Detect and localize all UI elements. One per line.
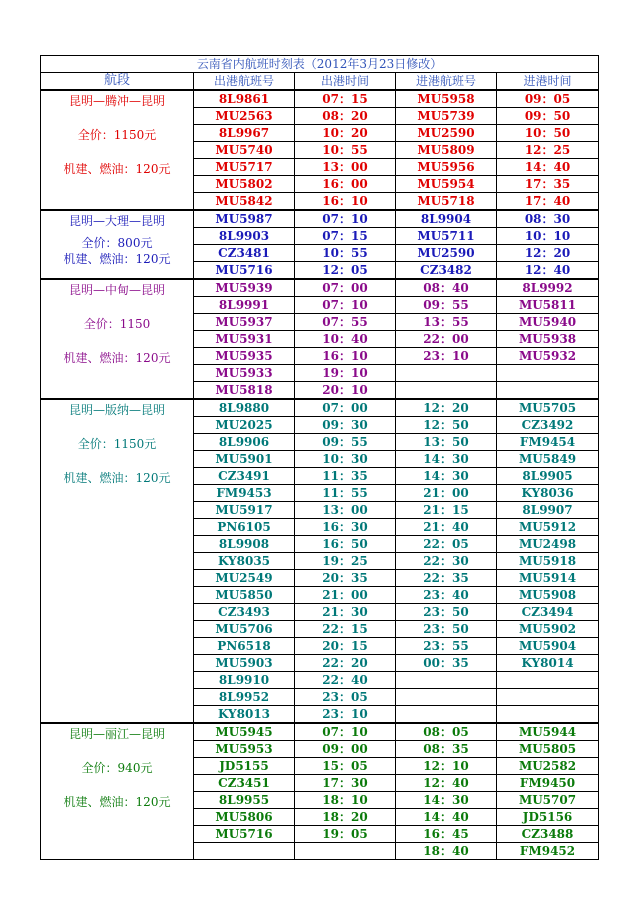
route-cell <box>41 399 194 723</box>
arrival-col-3-cell: 12：50 <box>396 417 497 434</box>
arrival-col-3-cell: MU5809 <box>396 142 497 159</box>
departure-time-cell: 22：40 <box>295 672 396 689</box>
arrival-col-3-cell <box>396 365 497 382</box>
departure-flight-cell: 8L9906 <box>194 434 295 451</box>
arrival-col-3-cell: MU5958 <box>396 90 497 108</box>
arrival-col-4-cell <box>497 382 599 400</box>
departure-flight-cell: MU5917 <box>194 502 295 519</box>
route-name: 昆明—大理—昆明 <box>68 214 165 228</box>
arrival-col-4-cell: 08：30 <box>497 210 599 228</box>
departure-time-cell: 07：10 <box>295 297 396 314</box>
arrival-col-4-cell: 09：50 <box>497 108 599 125</box>
arrival-col-4-cell: 12：20 <box>497 245 599 262</box>
flight-schedule-table <box>40 55 599 860</box>
departure-time-cell: 11：55 <box>295 485 396 502</box>
arrival-col-4-cell: MU2498 <box>497 536 599 553</box>
departure-time-cell: 09：55 <box>295 434 396 451</box>
route-name: 昆明—版纳—昆明 <box>68 403 165 417</box>
arrival-col-4-cell: KY8036 <box>497 485 599 502</box>
arrival-col-3-cell: 09：55 <box>396 297 497 314</box>
departure-flight-cell: CZ3491 <box>194 468 295 485</box>
arrival-col-4-cell: MU5940 <box>497 314 599 331</box>
departure-flight-cell: MU5706 <box>194 621 295 638</box>
departure-flight-cell: PN6105 <box>194 519 295 536</box>
arrival-col-3-cell: 22：05 <box>396 536 497 553</box>
arrival-col-4-cell: FM9450 <box>497 775 599 792</box>
departure-time-cell: 09：30 <box>295 417 396 434</box>
header-segment: 航段 <box>41 73 194 91</box>
departure-flight-cell: 8L9908 <box>194 536 295 553</box>
departure-flight-cell: JD5155 <box>194 758 295 775</box>
departure-time-cell: 19：05 <box>295 826 396 843</box>
arrival-col-4-cell: MU5938 <box>497 331 599 348</box>
route-price: 全价：940元 <box>81 761 153 775</box>
departure-flight-cell: 8L9861 <box>194 90 295 108</box>
arrival-col-3-cell: 21：00 <box>396 485 497 502</box>
arrival-col-3-cell: 22：00 <box>396 331 497 348</box>
departure-time-cell: 16：50 <box>295 536 396 553</box>
arrival-col-4-cell: 8L9905 <box>497 468 599 485</box>
departure-time-cell: 08：20 <box>295 108 396 125</box>
departure-flight-cell: 8L9903 <box>194 228 295 245</box>
arrival-col-3-cell: 14：30 <box>396 451 497 468</box>
departure-time-cell: 13：00 <box>295 159 396 176</box>
route-name: 昆明—中甸—昆明 <box>68 283 165 297</box>
departure-time-cell: 07：00 <box>295 399 396 417</box>
departure-time-cell: 23：05 <box>295 689 396 706</box>
departure-flight-cell: 8L9910 <box>194 672 295 689</box>
departure-time-cell: 11：35 <box>295 468 396 485</box>
table-row <box>41 723 599 741</box>
arrival-col-3-cell: 08：05 <box>396 723 497 741</box>
route-cell <box>41 279 194 399</box>
arrival-col-3-cell <box>396 382 497 400</box>
departure-time-cell: 10：20 <box>295 125 396 142</box>
departure-time-cell: 23：10 <box>295 706 396 724</box>
arrival-col-3-cell: MU5718 <box>396 193 497 211</box>
arrival-col-3-cell: 23：55 <box>396 638 497 655</box>
departure-flight-cell: CZ3481 <box>194 245 295 262</box>
header-row <box>41 73 599 91</box>
arrival-col-3-cell: 12：10 <box>396 758 497 775</box>
arrival-col-4-cell: 09：05 <box>497 90 599 108</box>
route-fees: 机建、燃油：120元 <box>63 795 171 809</box>
departure-time-cell: 07：55 <box>295 314 396 331</box>
route-fees: 机建、燃油：120元 <box>63 252 171 266</box>
arrival-col-4-cell <box>497 365 599 382</box>
arrival-col-4-cell: 17：40 <box>497 193 599 211</box>
route-price: 全价：1150元 <box>77 128 157 142</box>
arrival-col-3-cell: 12：40 <box>396 775 497 792</box>
departure-time-cell: 10：55 <box>295 245 396 262</box>
arrival-col-4-cell: CZ3494 <box>497 604 599 621</box>
departure-flight-cell: MU5716 <box>194 826 295 843</box>
departure-time-cell: 22：15 <box>295 621 396 638</box>
route-name: 昆明—腾冲—昆明 <box>68 94 165 108</box>
arrival-col-3-cell: 23：50 <box>396 621 497 638</box>
table-row <box>41 399 599 417</box>
route-fees: 机建、燃油：120元 <box>63 471 171 485</box>
departure-time-cell: 17：30 <box>295 775 396 792</box>
departure-flight-cell: MU5806 <box>194 809 295 826</box>
departure-time-cell: 16：10 <box>295 348 396 365</box>
arrival-col-4-cell: MU5918 <box>497 553 599 570</box>
departure-flight-cell: MU5933 <box>194 365 295 382</box>
route-fees: 机建、燃油：120元 <box>63 162 171 176</box>
departure-time-cell: 16：00 <box>295 176 396 193</box>
arrival-col-3-cell: 00：35 <box>396 655 497 672</box>
departure-time-cell: 12：05 <box>295 262 396 280</box>
departure-flight-cell: MU5935 <box>194 348 295 365</box>
departure-flight-cell: MU5818 <box>194 382 295 400</box>
arrival-col-3-cell <box>396 706 497 724</box>
arrival-col-4-cell: FM9454 <box>497 434 599 451</box>
departure-flight-cell: 8L9955 <box>194 792 295 809</box>
departure-flight-cell: 8L9880 <box>194 399 295 417</box>
departure-flight-cell: CZ3451 <box>194 775 295 792</box>
arrival-col-4-cell: 10：10 <box>497 228 599 245</box>
departure-flight-cell: CZ3493 <box>194 604 295 621</box>
departure-flight-cell: 8L9952 <box>194 689 295 706</box>
departure-time-cell: 21：00 <box>295 587 396 604</box>
departure-time-cell: 10：55 <box>295 142 396 159</box>
route-cell <box>41 90 194 210</box>
arrival-col-3-cell: 21：15 <box>396 502 497 519</box>
departure-time-cell: 19：10 <box>295 365 396 382</box>
arrival-col-4-cell: MU5904 <box>497 638 599 655</box>
departure-flight-cell: 8L9967 <box>194 125 295 142</box>
arrival-col-3-cell: MU5711 <box>396 228 497 245</box>
arrival-col-4-cell: 14：40 <box>497 159 599 176</box>
arrival-col-4-cell: MU5705 <box>497 399 599 417</box>
arrival-col-3-cell: MU2590 <box>396 245 497 262</box>
route-price: 全价：1150元 <box>77 437 157 451</box>
route-fees: 机建、燃油：120元 <box>63 351 171 365</box>
table-row <box>41 279 599 297</box>
departure-time-cell: 10：40 <box>295 331 396 348</box>
departure-time-cell: 18：10 <box>295 792 396 809</box>
departure-flight-cell: MU2549 <box>194 570 295 587</box>
departure-flight-cell: MU5901 <box>194 451 295 468</box>
arrival-col-4-cell: 17：35 <box>497 176 599 193</box>
route-price: 全价：800元 <box>81 236 153 250</box>
departure-flight-cell <box>194 843 295 860</box>
arrival-col-3-cell: 13：55 <box>396 314 497 331</box>
table-row <box>41 210 599 228</box>
table-row <box>41 90 599 108</box>
table-title: 云南省内航班时刻表（2012年3月23日修改） <box>41 56 599 73</box>
header-departure-flight: 出港航班号 <box>194 73 295 91</box>
departure-time-cell: 07：15 <box>295 228 396 245</box>
route-cell <box>41 210 194 279</box>
departure-flight-cell: MU5945 <box>194 723 295 741</box>
arrival-col-4-cell <box>497 689 599 706</box>
arrival-col-4-cell: KY8014 <box>497 655 599 672</box>
departure-flight-cell: KY8013 <box>194 706 295 724</box>
route-name: 昆明—丽江—昆明 <box>68 727 165 741</box>
departure-time-cell: 10：30 <box>295 451 396 468</box>
arrival-col-4-cell: 8L9992 <box>497 279 599 297</box>
arrival-col-3-cell: 12：20 <box>396 399 497 417</box>
arrival-col-4-cell: 10：50 <box>497 125 599 142</box>
departure-time-cell: 18：20 <box>295 809 396 826</box>
arrival-col-3-cell: 08：35 <box>396 741 497 758</box>
arrival-col-4-cell: MU5914 <box>497 570 599 587</box>
departure-flight-cell: KY8035 <box>194 553 295 570</box>
arrival-col-3-cell: 22：30 <box>396 553 497 570</box>
header-departure-time: 出港时间 <box>295 73 396 91</box>
arrival-col-4-cell: FM9452 <box>497 843 599 860</box>
departure-time-cell: 21：30 <box>295 604 396 621</box>
arrival-col-4-cell: CZ3492 <box>497 417 599 434</box>
route-cell <box>41 723 194 860</box>
arrival-col-4-cell: JD5156 <box>497 809 599 826</box>
title-row <box>41 56 599 73</box>
arrival-col-3-cell: 14：40 <box>396 809 497 826</box>
departure-flight-cell: MU5802 <box>194 176 295 193</box>
departure-time-cell: 20：15 <box>295 638 396 655</box>
arrival-col-3-cell: 22：35 <box>396 570 497 587</box>
schedule-sheet <box>40 55 598 860</box>
arrival-col-4-cell <box>497 706 599 724</box>
arrival-col-3-cell: 23：40 <box>396 587 497 604</box>
arrival-col-3-cell: 14：30 <box>396 468 497 485</box>
departure-flight-cell: MU5716 <box>194 262 295 280</box>
arrival-col-3-cell: 23：10 <box>396 348 497 365</box>
departure-flight-cell: PN6518 <box>194 638 295 655</box>
departure-time-cell: 07：10 <box>295 210 396 228</box>
header-arrival-flight: 进港航班号 <box>396 73 497 91</box>
departure-flight-cell: MU5717 <box>194 159 295 176</box>
departure-time-cell: 22：20 <box>295 655 396 672</box>
departure-time-cell: 20：35 <box>295 570 396 587</box>
departure-flight-cell: MU5850 <box>194 587 295 604</box>
departure-time-cell: 07：15 <box>295 90 396 108</box>
arrival-col-4-cell: MU5912 <box>497 519 599 536</box>
arrival-col-4-cell: MU5707 <box>497 792 599 809</box>
arrival-col-4-cell: MU5932 <box>497 348 599 365</box>
departure-time-cell: 20：10 <box>295 382 396 400</box>
arrival-col-3-cell: MU5954 <box>396 176 497 193</box>
arrival-col-4-cell: 8L9907 <box>497 502 599 519</box>
arrival-col-4-cell: MU5944 <box>497 723 599 741</box>
departure-flight-cell: MU5931 <box>194 331 295 348</box>
departure-flight-cell: MU5953 <box>194 741 295 758</box>
arrival-col-3-cell: MU5739 <box>396 108 497 125</box>
arrival-col-3-cell: 13：50 <box>396 434 497 451</box>
arrival-col-3-cell: 14：30 <box>396 792 497 809</box>
arrival-col-4-cell <box>497 672 599 689</box>
departure-time-cell: 07：00 <box>295 279 396 297</box>
departure-flight-cell: 8L9991 <box>194 297 295 314</box>
departure-time-cell: 13：00 <box>295 502 396 519</box>
departure-time-cell: 16：30 <box>295 519 396 536</box>
arrival-col-4-cell: MU5811 <box>497 297 599 314</box>
departure-flight-cell: MU5939 <box>194 279 295 297</box>
arrival-col-3-cell <box>396 689 497 706</box>
arrival-col-4-cell: MU5908 <box>497 587 599 604</box>
departure-flight-cell: MU2563 <box>194 108 295 125</box>
arrival-col-3-cell: 08：40 <box>396 279 497 297</box>
arrival-col-4-cell: 12：25 <box>497 142 599 159</box>
departure-time-cell: 19：25 <box>295 553 396 570</box>
departure-flight-cell: MU5903 <box>194 655 295 672</box>
departure-flight-cell: MU5740 <box>194 142 295 159</box>
arrival-col-4-cell: MU5849 <box>497 451 599 468</box>
arrival-col-4-cell: MU5805 <box>497 741 599 758</box>
arrival-col-4-cell: MU2582 <box>497 758 599 775</box>
route-price: 全价：1150 <box>83 317 151 331</box>
arrival-col-3-cell: 23：50 <box>396 604 497 621</box>
departure-time-cell: 16：10 <box>295 193 396 211</box>
arrival-col-4-cell: 12：40 <box>497 262 599 280</box>
arrival-col-3-cell: 21：40 <box>396 519 497 536</box>
departure-flight-cell: FM9453 <box>194 485 295 502</box>
departure-flight-cell: MU2025 <box>194 417 295 434</box>
departure-flight-cell: MU5987 <box>194 210 295 228</box>
arrival-col-3-cell: 18：40 <box>396 843 497 860</box>
departure-time-cell <box>295 843 396 860</box>
arrival-col-3-cell <box>396 672 497 689</box>
departure-time-cell: 09：00 <box>295 741 396 758</box>
header-arrival-time: 进港时间 <box>497 73 599 91</box>
departure-time-cell: 15：05 <box>295 758 396 775</box>
arrival-col-3-cell: 8L9904 <box>396 210 497 228</box>
arrival-col-4-cell: MU5902 <box>497 621 599 638</box>
arrival-col-3-cell: MU2590 <box>396 125 497 142</box>
departure-flight-cell: MU5937 <box>194 314 295 331</box>
arrival-col-4-cell: CZ3488 <box>497 826 599 843</box>
departure-time-cell: 07：10 <box>295 723 396 741</box>
arrival-col-3-cell: CZ3482 <box>396 262 497 280</box>
departure-flight-cell: MU5842 <box>194 193 295 211</box>
arrival-col-3-cell: MU5956 <box>396 159 497 176</box>
arrival-col-3-cell: 16：45 <box>396 826 497 843</box>
